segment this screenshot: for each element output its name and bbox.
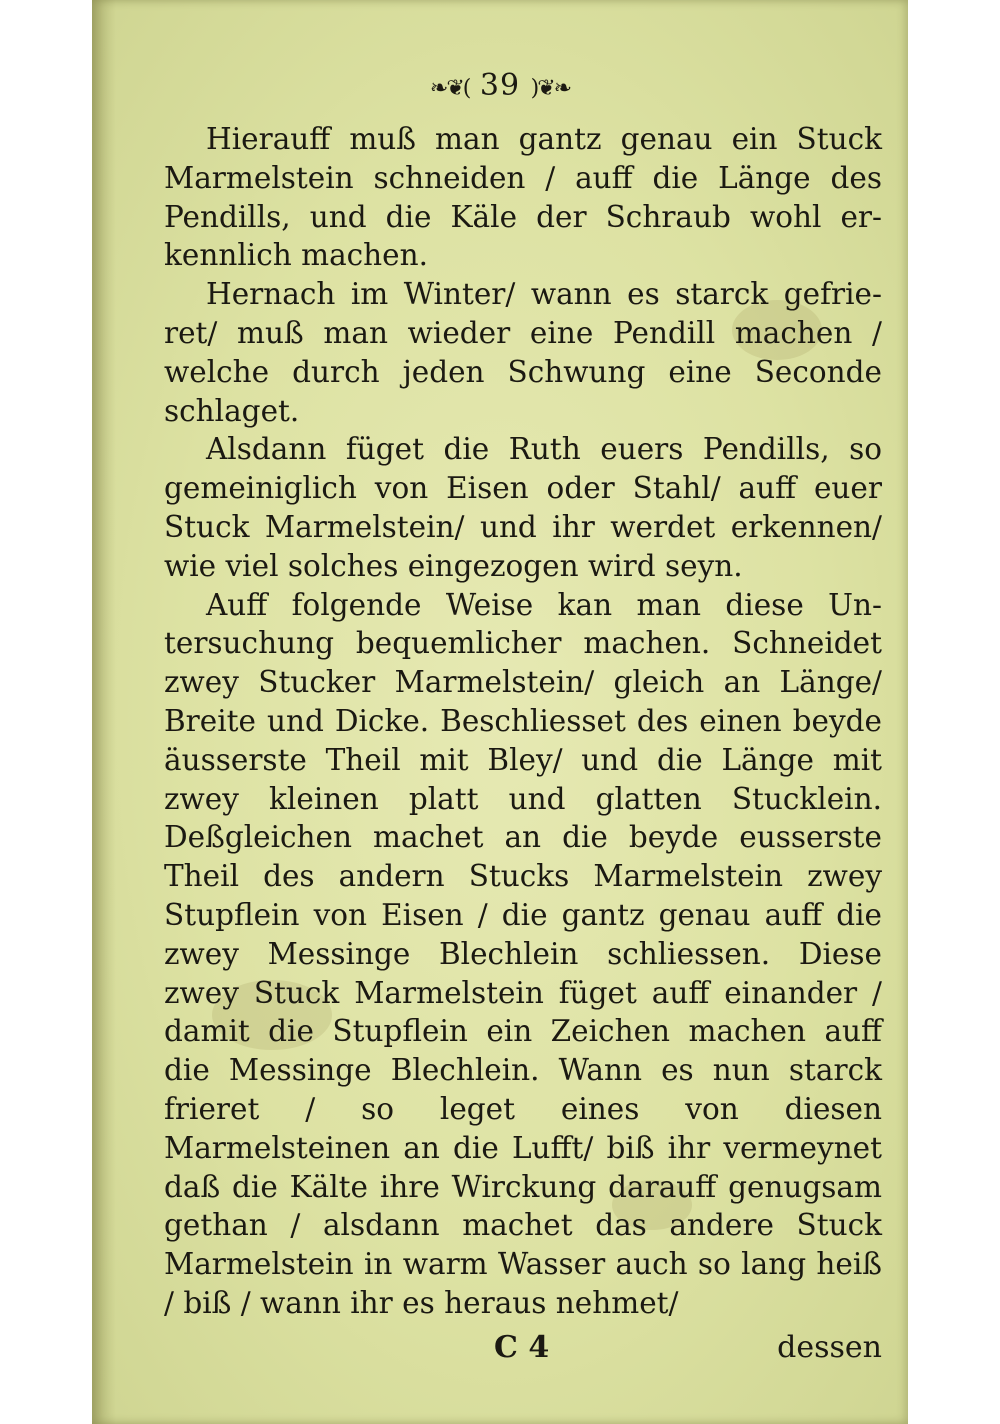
page-header xyxy=(92,68,908,103)
page-number: 39 xyxy=(479,68,521,103)
page-footer xyxy=(164,1330,882,1370)
header-ornament-left: ❧❦( xyxy=(429,76,470,101)
book-page xyxy=(92,0,908,1424)
header-ornament-right: )❦❧ xyxy=(530,76,571,101)
paragraph: Alsdann füget die Ruth euers Pendills, so gemeiniglich von Eisen oder Stahl/ auff euer Stuck Marmelstein/ und ihr werdet erkennen/ wie viel solches eingezogen wird seyn. xyxy=(164,432,882,583)
body-text xyxy=(164,120,882,1323)
paragraph: Hernach im Winter/ wann es starck gefrieret/ muß man wieder eine Pendill machen / welche durch jeden Schwung eine Seconde schlaget. xyxy=(164,277,882,428)
signature-mark: C 4 xyxy=(494,1330,550,1365)
paragraph: Hierauff muß man gantz genau ein Stuck Marmelstein schneiden / auff die Länge des Pendills, und die Käle der Schraub wohl erkennlich machen. xyxy=(164,122,882,273)
spine-shadow xyxy=(92,0,116,1424)
paragraph: Auff folgende Weise kan man diese Untersuchung bequemlicher machen. Schneidet zwey Stucker Marmelstein/ gleich an Länge/ Breite und Dicke. Beschliesset des einen beyde äusserste Theil mit Bley/ und die Länge mit zwey kleinen platt und glatten Stucklein. Deßgleichen machet an die beyde eusserste Theil des andern Stucks Marmelstein zwey Stupflein von Eisen / die gantz genau auff die zwey Messinge Blechlein schliessen. Diese zwey Stuck Marmelstein füget auff einander / damit die Stupflein ein Zeichen machen auff die Messinge Blechlein. Wann es nun starck frieret / so leget eines von diesen Marmelsteinen an die Lufft/ biß ihr vermeynet daß die Kälte ihre Wirckung darauff genugsam gethan / alsdann machet das andere Stuck Marmelstein in warm Wasser auch so lang heiß / biß / wann ihr es heraus nehmet/ xyxy=(164,587,882,1320)
catchword: dessen xyxy=(777,1330,882,1365)
